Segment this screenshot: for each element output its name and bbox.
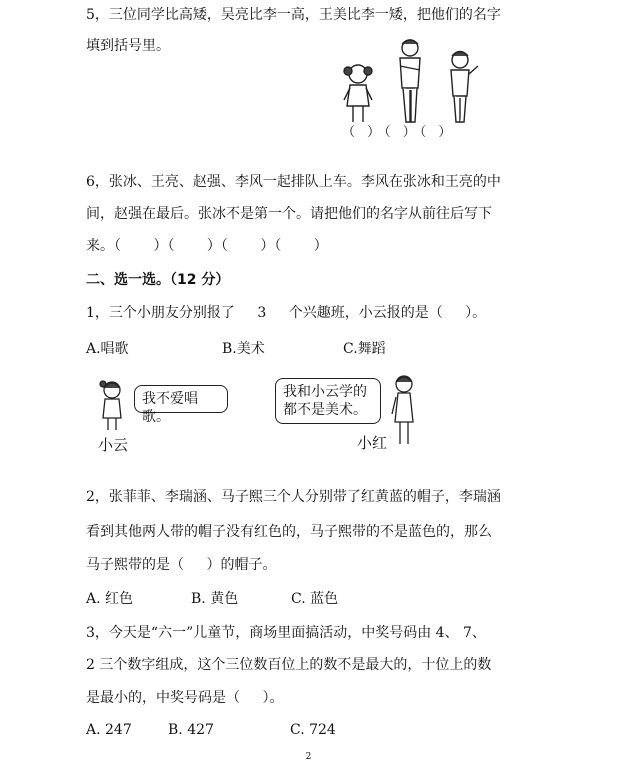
name-xiaohong: 小红: [357, 434, 388, 452]
speech-bubble-right: [275, 378, 381, 424]
speech-bubble-right-line2: 都不是美术。: [283, 402, 367, 418]
c3-line3: 是最小的，中奖号码是（ ）。: [86, 690, 284, 706]
c3-line2: 2 三个数字组成，这个三位数百位上的数不是最大的，十位上的数: [86, 657, 492, 673]
q5-line2: 填到括号里。: [86, 38, 170, 54]
c2-option-b: B. 黄色: [191, 591, 239, 607]
q6-line1: 6，张冰、王亮、赵强、李风一起排队上车。李风在张冰和王亮的中: [86, 174, 501, 190]
c3-option-c: C. 724: [290, 722, 336, 738]
c2-line1: 2，张菲菲、李瑞涵、马子熙三个人分别带了红黄蓝的帽子，李瑞涵: [86, 489, 501, 505]
c3-option-b: B. 427: [168, 722, 214, 738]
q5-line1: 5，三位同学比高矮，吴亮比李一高，王美比李一矮，把他们的名字: [86, 7, 501, 23]
three-students-illustration: [336, 38, 496, 128]
c2-line2: 看到其他两人带的帽子没有红色的，马子熙带的不是蓝色的，那么: [86, 524, 492, 540]
c1-option-b: B.美术: [222, 341, 265, 357]
xiaohong-figure: [384, 372, 424, 452]
page-number: 2: [305, 752, 312, 762]
speech-bubble-left: 我不爱唱歌。: [134, 385, 228, 413]
c3-line1: 3，今天是“六一”儿童节，商场里面搞活动，中奖号码由 4、 7、: [86, 625, 486, 641]
q6-line2: 间，赵强在最后。张冰不是第一个。请把他们的名字从前往后写下: [86, 206, 492, 222]
c2-line3: 马子熙带的是（ ）的帽子。: [86, 557, 277, 573]
c3-option-a: A. 247: [86, 722, 132, 738]
c2-option-a: A. 红色: [86, 591, 134, 607]
c1-option-c: C.舞蹈: [343, 341, 386, 357]
c1-question: 1，三个小朋友分别报了 3 个兴趣班，小云报的是（ ）。: [86, 305, 487, 321]
name-xiaoyun: 小云: [98, 436, 129, 454]
speech-bubble-right-line1: 我和小云学的: [283, 384, 367, 400]
q5-answer-blanks: （ ）（ ）（ ）: [342, 125, 456, 140]
xiaoyun-figure: [94, 380, 134, 440]
c2-option-c: C. 蓝色: [291, 591, 339, 607]
q6-line3: 来。（ ）（ ）（ ）（ ）: [86, 238, 328, 254]
c1-option-a: A.唱歌: [86, 341, 129, 357]
section2-title: 二、选一选。（12 分）: [86, 272, 230, 288]
